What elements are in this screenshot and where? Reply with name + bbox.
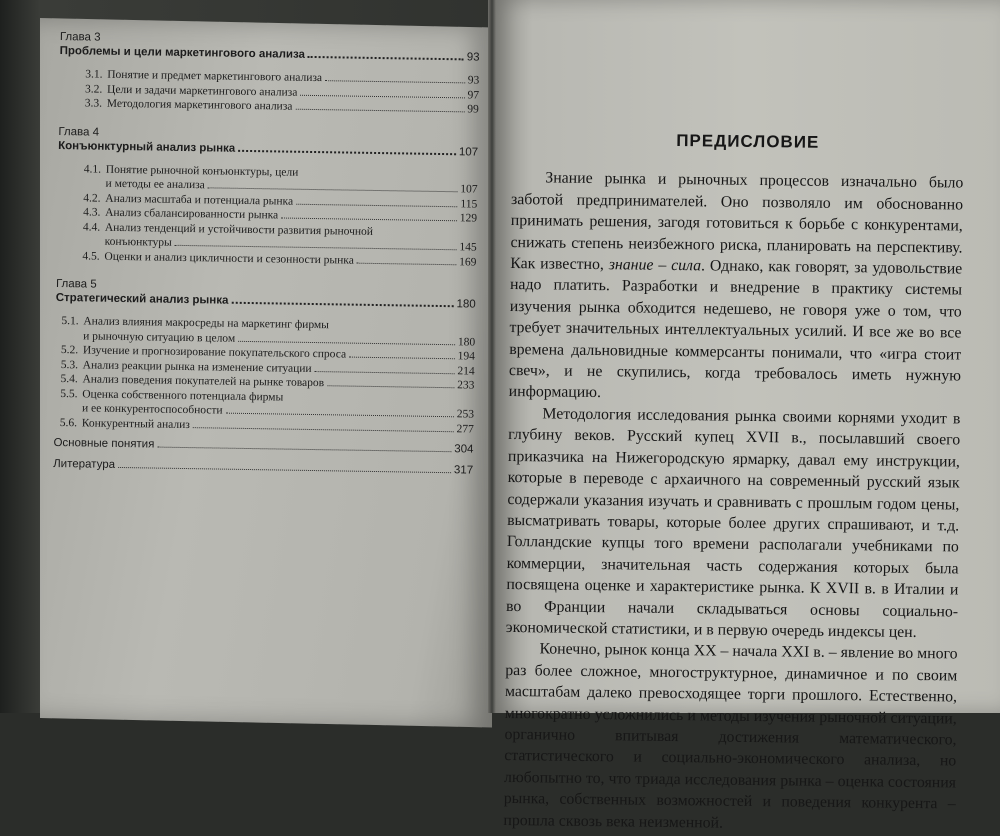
section-number: 5.4. — [60, 373, 78, 386]
preface-paragraph-1 — [509, 167, 964, 408]
page-number: 304 — [454, 443, 474, 456]
leader-dots — [231, 301, 453, 307]
paragraph-text: Знание рынка и рыночных процессов изначально было заботой предпринимателей. Оно позволяло им обоснованно принимать решения, загодя готовиться к борьбе с конкурентами, снижать степень неизбежного риска, планировать на перспективу. Как известно, — [510, 169, 964, 274]
section-title-continued: и рыночную ситуацию в целом — [83, 329, 236, 345]
toc-chapter-5 — [54, 277, 476, 437]
emphasis-text: знание – сила — [608, 256, 702, 275]
page-number: 277 — [456, 422, 474, 436]
toc-chapter-4 — [56, 124, 478, 269]
section-title-continued: и методы ее анализа — [105, 177, 205, 192]
section-number: 3.1. — [85, 68, 103, 81]
chapter-label: Глава 5 — [55, 277, 97, 291]
leader-dots — [118, 466, 451, 473]
paragraph-text: . Однако, как говорят, за удовольствие надо платить. Разработки и внедрение в практику системы изучения рынка обходится недешево, не говоря уже о том, что требует значительных интеллектуальных усилий. И все же во все времена дальновидные коммерсанты понимали, что «игра стоит свеч», и не скупились, когда требовалось иметь нужную информацию. — [508, 257, 963, 402]
leader-dots — [325, 79, 465, 83]
entry-title: Литература — [53, 457, 116, 471]
page-number: 169 — [459, 255, 477, 269]
page-number: 145 — [459, 241, 477, 254]
section-number: 4.3. — [83, 206, 101, 219]
leader-dots — [349, 356, 455, 360]
leader-dots — [208, 186, 458, 192]
page-number: 233 — [457, 379, 475, 392]
section-number: 4.4. — [82, 220, 101, 234]
page-number: 93 — [467, 74, 480, 87]
section-number: 5.2. — [60, 344, 79, 357]
leader-dots — [327, 384, 454, 388]
section-title: Оценки и анализ цикличности и сезонности рынка — [104, 250, 354, 267]
leader-dots — [238, 148, 456, 154]
leader-dots — [315, 370, 455, 374]
section-title-continued: и ее конкурентоспособности — [81, 402, 223, 417]
chapter-title: Стратегический анализ рынка — [55, 291, 229, 307]
page-number: 180 — [456, 298, 476, 311]
section-number: 4.2. — [83, 191, 101, 205]
page-number: 317 — [453, 464, 474, 477]
section-title: Методология маркетингового анализа — [106, 97, 293, 113]
leader-dots — [296, 202, 457, 207]
page-number: 97 — [467, 88, 480, 102]
chapter-title: Конъюнктурный анализ рынка — [58, 139, 236, 155]
leader-dots — [357, 261, 456, 265]
leader-dots — [295, 108, 464, 113]
section-title: Анализ реакции рынка на изменение ситуации — [82, 358, 312, 375]
section-title: Анализ масштаба и потенциала рынка — [105, 192, 294, 208]
section-title-continued: конъюнктуры — [104, 235, 172, 249]
page-number: 115 — [460, 197, 478, 211]
section-number: 5.1. — [61, 315, 79, 328]
page-number: 129 — [459, 212, 478, 225]
page-number: 214 — [457, 364, 475, 378]
section-number: 3.2. — [84, 82, 103, 96]
section-number: 3.3. — [84, 97, 103, 110]
leader-dots — [157, 446, 451, 453]
page-number: 194 — [457, 350, 476, 363]
section-number: 4.1. — [83, 162, 102, 176]
leader-dots — [300, 93, 464, 98]
toc-chapter-3 — [59, 30, 480, 117]
preface-section — [503, 124, 964, 836]
section-number: 5.5. — [60, 387, 78, 400]
section-title: Оценка собственного потенциала фирмы — [82, 387, 284, 404]
table-of-contents — [53, 30, 480, 479]
section-title: Понятие и предмет маркетингового анализа — [107, 68, 323, 85]
chapter-label: Глава 4 — [58, 125, 100, 139]
section-title: Изучение и прогнозирование покупательского спроса — [82, 344, 347, 361]
section-title: Анализ влияния макросреды на маркетинг фирмы — [83, 315, 330, 332]
page-number: 107 — [458, 145, 479, 159]
section-number: 5.3. — [60, 358, 79, 371]
section-title: Цели и задачи маркетингового анализа — [106, 83, 298, 99]
page-number: 93 — [466, 51, 480, 64]
entry-title: Основные понятия — [53, 436, 155, 451]
leader-dots — [238, 339, 455, 344]
leader-dots — [226, 412, 454, 418]
section-title: Анализ поведения покупателей на рынке товаров — [82, 373, 325, 390]
section-title: Конкурентный анализ — [81, 416, 190, 431]
preface-paragraph-3: Конечно, рынок конца XX – начала XXI в. – явление во много раз более сложное, многоструктурное, динамичное и по своим масштабам далеко превосходящее торги прошлого. Естественно, многократно усложнились и методы изучения рыночной ситуации, органично впитывая достижения математического, статистического и социально-экономического анализа, но любопытно то, что триада исследования рынка – оценка состояния рынка, собственных возможностей и поведения конкурента – прошла сквозь века неизменной. — [503, 640, 958, 832]
chapter-title: Проблемы и цели маркетингового анализа — [59, 44, 306, 61]
page-number: 253 — [456, 408, 475, 421]
leader-dots — [193, 426, 454, 432]
page-number: 180 — [457, 335, 476, 349]
leader-dots — [281, 216, 457, 221]
section-title: Анализ тенденций и устойчивости развития рыночной — [104, 221, 374, 238]
section-number: 4.5. — [82, 249, 100, 263]
page-number: 107 — [460, 183, 478, 196]
section-title: Анализ сбалансированности рынка — [105, 206, 279, 222]
leader-dots — [308, 55, 464, 60]
leader-dots — [175, 244, 457, 250]
section-title: Понятие рыночной конъюнктуры, цели — [105, 163, 299, 179]
book-gutter — [488, 0, 496, 713]
section-number: 5.6. — [59, 416, 78, 429]
page-number: 99 — [467, 103, 479, 116]
preface-title: ПРЕДИСЛОВИЕ — [676, 131, 820, 152]
chapter-label: Глава 3 — [59, 30, 101, 44]
preface-paragraph-2: Методология исследования рынка своими корнями уходит в глубину веков. Русский купец XVII в., посылавший своего приказчика на Нижегородскую ярмарку, давал ему инструкции, которые в переводе с архаичного на современный русский язык содержали указания изучать и сравнивать с прошлым годом цены, высматривать товары, которые более других спрашивают, и т.д. Голландские купцы того времени располагали учебниками по коммерции, значительная часть содержания которых была посвящена оценке и характеристике рынка. К XVII в. в Италии и во Франции начали складываться основы социально-экономической статистики, и в первую очередь индексы цен. — [505, 405, 961, 641]
